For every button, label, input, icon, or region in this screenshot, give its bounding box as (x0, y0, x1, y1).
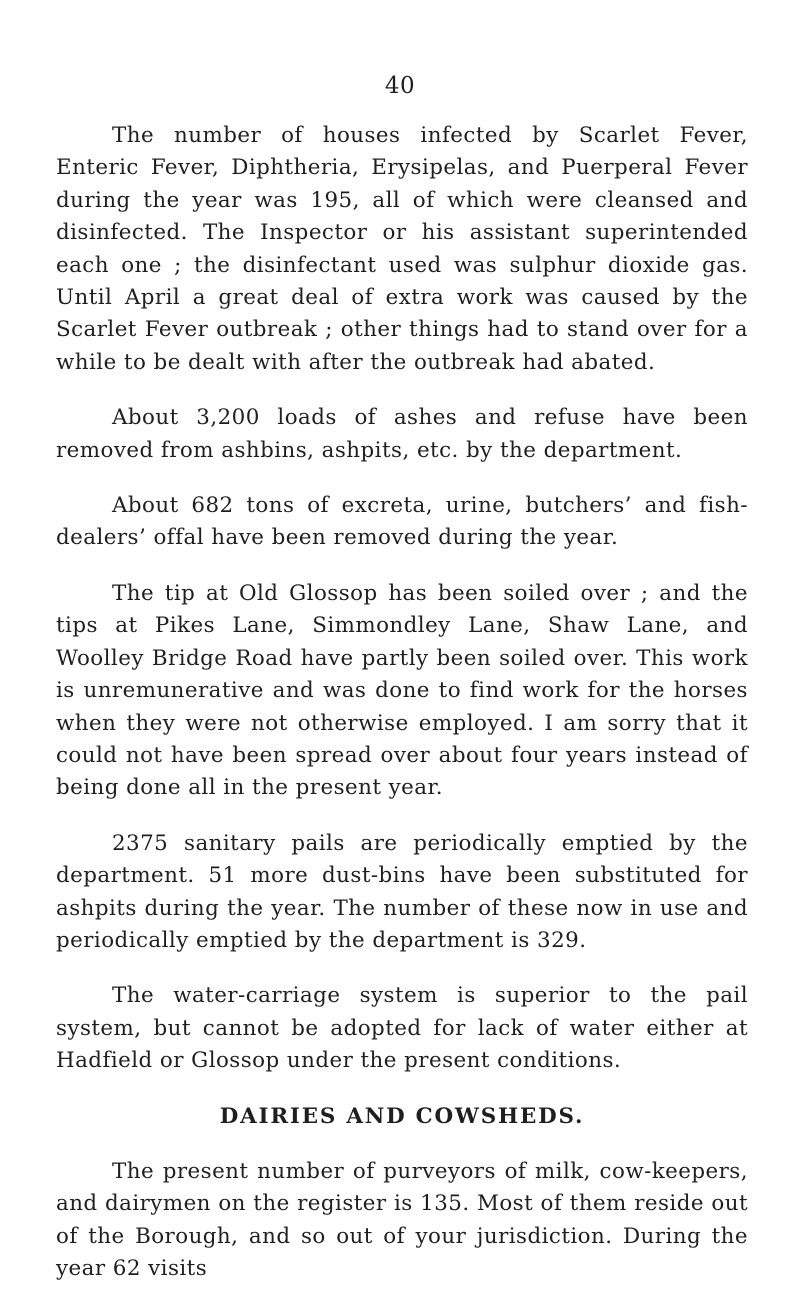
paragraph-sanitary-pails: 2375 sanitary pails are periodically emptied by the department. 51 more dust-bins have been substituted for ashpits during the year. The number of these now in use and periodically emptied by the department is 329. (56, 830, 748, 953)
section-heading-dairies: DAIRIES AND COWSHEDS. (219, 1103, 585, 1129)
page-number: 40 (384, 73, 416, 99)
paragraph-water-carriage: The water-carriage system is superior to the pail system, but cannot be adopted for lack of water either at Hadfield or Glossop under the present conditions. (56, 983, 748, 1074)
paragraph-ashes-refuse: About 3,200 loads of ashes and refuse have been removed from ashbins, ashpits, etc. by the department. (56, 405, 748, 463)
body-text (56, 120, 748, 1309)
paragraph-tips: The tip at Old Glossop has been soiled over ; and the tips at Pikes Lane, Simmondley Lane, Shaw Lane, and Woolley Bridge Road have partly been soiled over. This work is unremunerative and was done to find work for the horses when they were not otherwise employed. I am sorry that it could not have been spread over about four years instead of being done all in the present year. (56, 580, 748, 801)
paragraph-infected-houses: The number of houses infected by Scarlet Fever, Enteric Fever, Diphtheria, Erysipelas, and Puerperal Fever during the year was 195, all of which were cleansed and disinfected. The Inspector or his assistant superintended each one ; the disinfectant used was sulphur dioxide gas. Until April a great deal of extra work was caused by the Scarlet Fever outbreak ; other things had to stand over for a while to be dealt with after the outbreak had abated. (56, 123, 748, 375)
paragraph-excreta-removal: About 682 tons of excreta, urine, butchers’ and fish-dealers’ offal have been removed during the year. (56, 493, 748, 551)
paragraph-purveyors: The present number of purveyors of milk, cow-keepers, and dairymen on the register is 135. Most of them reside out of the Borough, and so out of your jurisdiction. During the year 62 visits (56, 1158, 748, 1282)
